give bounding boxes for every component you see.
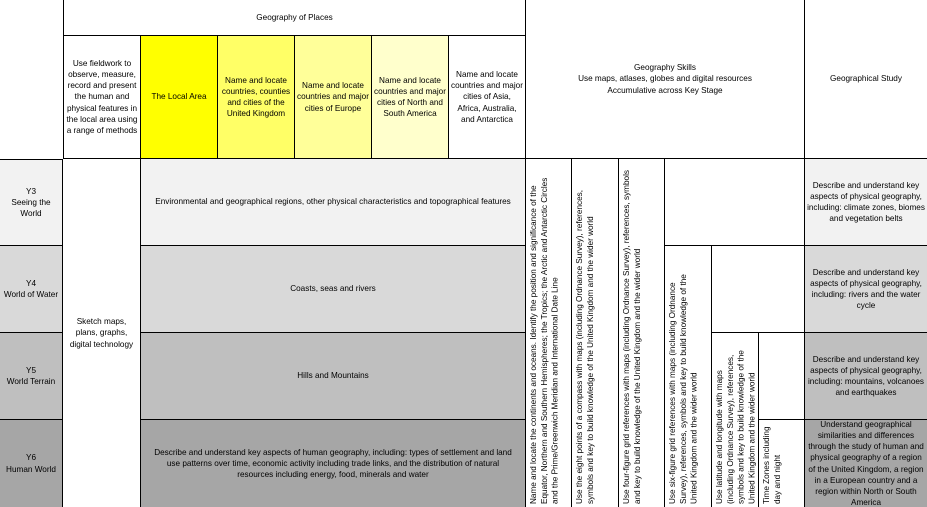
study-cell-y6: Understand geographical similarities and differences through the study of human and physical geography of a region of the United Kingdom, a region in a European country and a region within North or South America	[805, 420, 927, 507]
skill-latlong-cell	[712, 333, 759, 507]
fieldwork-header: Use fieldwork to observe, measure, record and present the human and physical features in the local area using a range of methods	[63, 36, 141, 159]
skill-six-figure-cell	[665, 246, 712, 507]
geographical-study-header: Geographical Study	[805, 0, 927, 159]
year-row-y6: Y6 Human World	[0, 420, 63, 507]
study-cell-y4: Describe and understand key aspects of physical geography, including: rivers and the water cycle	[805, 246, 927, 333]
study-cell-y3: Describe and understand key aspects of physical geography, including: climate zones, biomes and vegetation belts	[805, 159, 927, 246]
uk-header: Name and locate countries, counties and cities of the United Kingdom	[218, 36, 295, 159]
year-row-y4: Y4 World of Water	[0, 246, 63, 333]
local-area-header: The Local Area	[141, 36, 218, 159]
skill-compass-text: Use the eight points of a compass with maps (including Ordnance Survey), references, symbols and key to build knowledge of the United Kingdom and the wider world	[575, 189, 595, 504]
places-cell-y5: Hills and Mountains	[141, 333, 526, 420]
places-cell-y4: Coasts, seas and rivers	[141, 246, 526, 333]
asia-header: Name and locate countries and major cities of Asia, Africa, Australia, and Antarctica	[449, 36, 526, 159]
skill-blank-y3	[665, 159, 805, 246]
geography-of-places-header	[63, 0, 526, 36]
skill-timezones-text: Time Zones including day and night	[762, 426, 782, 504]
skill-latlong-text: Use latitude and longitude with maps (including Ordnance Survey), references, symbols and key to build knowledge of the United Kingdom and the wider world	[715, 350, 757, 504]
europe-header: Name and locate countries and major cities of Europe	[295, 36, 372, 159]
fieldwork-methods-cell: Sketch maps, plans, graphs, digital technology	[63, 159, 141, 507]
skill-continents-cell	[526, 159, 572, 507]
year-row-y3: Y3 Seeing the World	[0, 159, 63, 246]
skill-blank-y5	[759, 333, 805, 420]
americas-header: Name and locate countries and major cities of North and South America	[372, 36, 449, 159]
skill-four-figure-cell	[619, 159, 665, 507]
skill-timezones-cell	[759, 420, 805, 507]
skill-blank-y4	[712, 246, 805, 333]
year-row-y5: Y5 World Terrain	[0, 333, 63, 420]
study-cell-y5: Describe and understand key aspects of physical geography, including: mountains, volcanoes and earthquakes	[805, 333, 927, 420]
skill-continents-text: Name and locate the continents and oceans. Identify the position and significance of the Equator, Northern and Southern Hemispheres; the Tropics; the Arctic and Antarctic Circles and the Prime/Greenwich Meridian and International Date Line	[529, 177, 560, 504]
skill-compass-cell	[572, 159, 619, 507]
skill-four-figure-text: Use four-figure grid references with maps (including Ordnance Survey), references, symbols and key to build knowledge of the United Kingdom and the wider world	[622, 169, 642, 504]
places-cell-y3: Environmental and geographical regions, other physical characteristics and topographical features	[141, 159, 526, 246]
skill-six-figure-text: Use six-figure grid references with maps (including Ordnance Survey), references, symbols and key to build knowledge of the United Kingdom and the wider world	[668, 274, 699, 504]
geography-skills-header: Geography Skills Use maps, atlases, globes and digital resources Accumulative across Key Stage	[526, 0, 805, 159]
places-cell-y6: Describe and understand key aspects of human geography, including: types of settlement and land use patterns over time, economic activity including trade links, and the distribution of natural resources including energy, food, minerals and water	[141, 420, 526, 507]
geography-of-places-label: Geography of Places	[256, 12, 333, 22]
